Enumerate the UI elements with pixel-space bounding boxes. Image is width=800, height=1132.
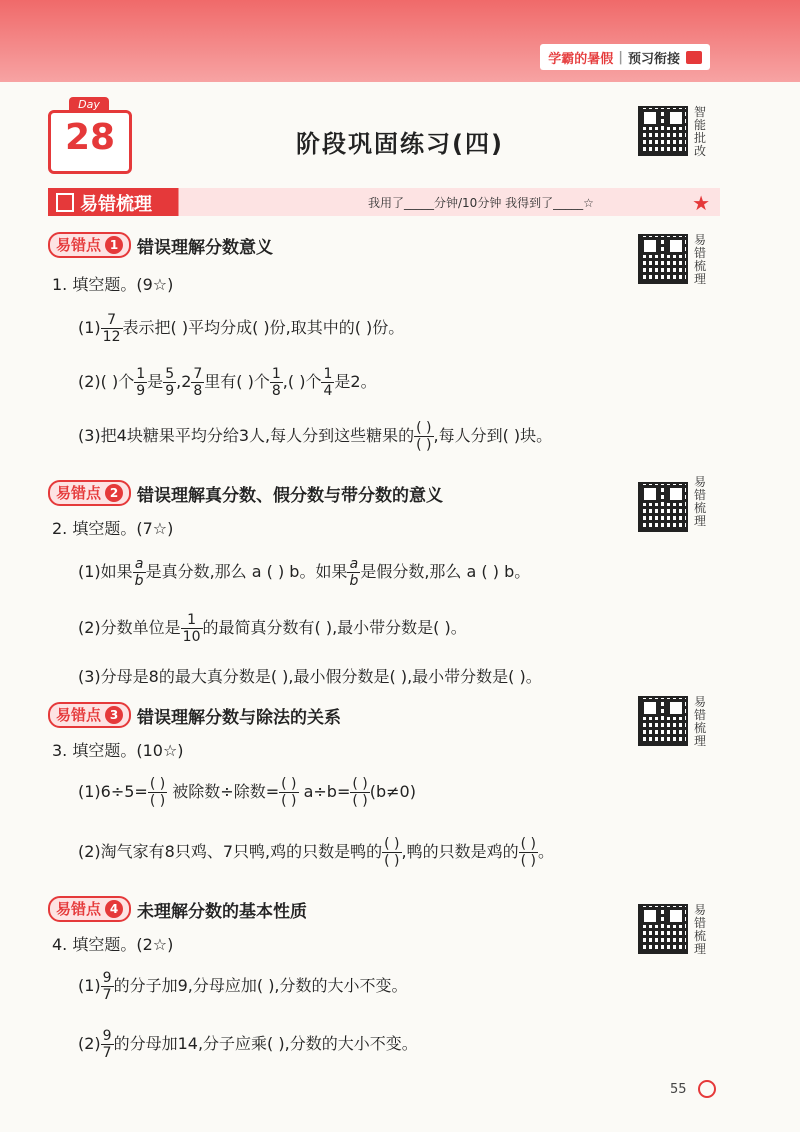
error-tag: 易错点 3 <box>48 702 131 728</box>
error-tag: 易错点 4 <box>48 896 131 922</box>
error-point-2 <box>48 480 443 506</box>
q4-line-2: (2) $\frac{9}{7}$ 的分母加14,分子应乘( ),分数的大小不变。 <box>78 1028 418 1061</box>
q2-line-1: (1)如果 $\frac{a}{b}$ 是真分数,那么 a ( ) b。如果 $\frac{a}{b}$ 是假分数,那么 a ( ) b。 <box>78 556 531 589</box>
book-icon <box>686 51 702 64</box>
review-label: 易错梳理 <box>694 903 707 956</box>
page-number: 55 <box>670 1082 687 1097</box>
error-title: 错误理解分数意义 <box>137 237 274 258</box>
page-title: 阶段巩固练习(四) <box>296 130 504 158</box>
brand-tag <box>540 44 710 70</box>
brand-left: 学霸的暑假 <box>548 51 614 67</box>
error-title: 错误理解分数与除法的关系 <box>137 707 342 728</box>
brand-right: 预习衔接 <box>627 51 680 67</box>
section-header <box>48 188 720 216</box>
qr-code-icon[interactable] <box>638 904 688 954</box>
qr-code-icon[interactable] <box>638 482 688 532</box>
sun-icon <box>698 1080 716 1098</box>
error-point-1 <box>48 232 273 258</box>
review-label: 易错梳理 <box>694 695 707 748</box>
q2-line-2: (2)分数单位是 $\frac{1}{10}$ 的最简真分数有( ),最小带分数是( )。 <box>78 612 467 645</box>
question-1: 1. 填空题。(9☆) <box>52 275 174 294</box>
q3-line-2: (2)淘气家有8只鸡、7只鸭,鸡的只数是鸭的 $\frac{( )}{( )}$ ,鸭的只数是鸡的 $\frac{( )}{( )}$ 。 <box>78 836 554 869</box>
question-4: 4. 填空题。(2☆) <box>52 935 174 954</box>
error-tag: 易错点 1 <box>48 232 131 258</box>
error-point-4 <box>48 896 307 922</box>
qr-code-icon[interactable] <box>638 696 688 746</box>
star-icon: ★ <box>692 191 710 215</box>
q4-line-1: (1) $\frac{9}{7}$ 的分子加9,分母应加( ),分数的大小不变。 <box>78 970 408 1003</box>
question-3: 3. 填空题。(10☆) <box>52 741 184 760</box>
error-title: 错误理解真分数、假分数与带分数的意义 <box>137 485 444 506</box>
day-label: Day <box>69 97 109 113</box>
review-label: 易错梳理 <box>694 233 707 286</box>
q1-line-1: (1) $\frac{7}{12}$ 表示把( )平均分成( )份,取其中的( )份。 <box>78 312 405 345</box>
q1-line-3: (3)把4块糖果平均分给3人,每人分到这些糖果的 $\frac{( )}{( )}$ ,每人分到( )块。 <box>78 420 553 453</box>
brand-separator: | <box>618 49 623 65</box>
review-label: 易错梳理 <box>694 475 707 528</box>
qr-code-icon[interactable] <box>638 234 688 284</box>
section-title: 易错梳理 <box>56 190 152 216</box>
question-2: 2. 填空题。(7☆) <box>52 519 174 538</box>
list-icon <box>56 193 74 212</box>
error-tag: 易错点 2 <box>48 480 131 506</box>
section-stats: 我用了_____分钟/10分钟 我得到了_____☆ <box>368 196 594 210</box>
q2-line-3: (3)分母是8的最大真分数是( ),最小假分数是( ),最小带分数是( )。 <box>78 667 542 686</box>
error-point-3 <box>48 702 341 728</box>
day-number: 28 <box>64 117 116 158</box>
smart-grading-label: 智能批改 <box>694 105 707 158</box>
q3-line-1: (1)6÷5= $\frac{( )}{( )}$ 被除数÷除数= $\frac{( )}{( )}$ a÷b= $\frac{( )}{( )}$ (b≠0) <box>78 776 416 809</box>
q1-line-2: (2)( )个 $\frac{1}{9}$ 是 $\frac{5}{9}$ ,2 $\frac{7}{8}$ 里有( )个 $\frac{1}{8}$ ,( )个 $\frac{1}{4}$ 是2。 <box>78 366 377 399</box>
qr-code-icon[interactable] <box>638 106 688 156</box>
error-title: 未理解分数的基本性质 <box>137 901 308 922</box>
